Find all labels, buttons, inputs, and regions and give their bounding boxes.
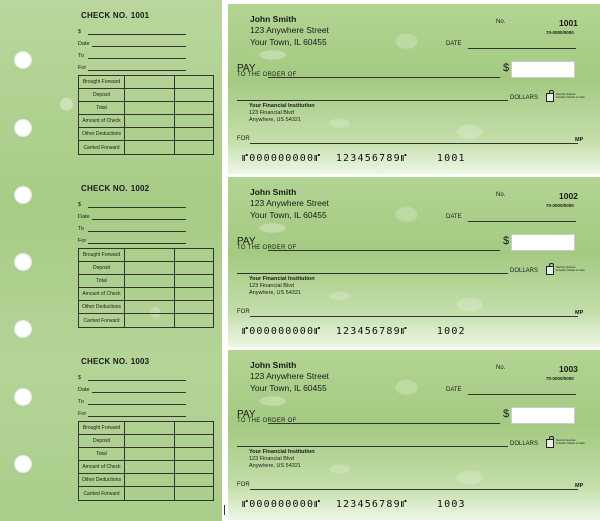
dollars-label: DOLLARS (510, 95, 539, 101)
stub-field-label: Date (78, 214, 90, 220)
dollar-sign: $ (503, 235, 510, 247)
row-cell[interactable] (175, 461, 213, 473)
stub-field-label: To (78, 226, 84, 232)
owner-street: 123 Anywhere Street (250, 198, 329, 208)
row-cell[interactable] (175, 487, 213, 500)
row-cell[interactable] (125, 288, 175, 300)
for-label: FOR (237, 136, 250, 142)
table-row (79, 288, 213, 301)
row-cell[interactable] (125, 314, 175, 327)
row-label: Brought Forward (79, 422, 125, 434)
stub-to-field[interactable] (78, 48, 214, 60)
stub-field-rule (88, 243, 186, 244)
stub-for-field[interactable] (78, 60, 214, 72)
date-label: DATE (446, 214, 462, 220)
check (228, 350, 600, 520)
row-cell[interactable] (175, 422, 213, 434)
owner-city: Your Town, IL 60455 (250, 37, 327, 47)
bank-street: 123 Financial Blvd (249, 283, 294, 289)
row-cell[interactable] (175, 115, 213, 127)
row-label: Carried Forward (79, 141, 125, 154)
check-number: 1001 (559, 18, 578, 28)
table-row (79, 141, 213, 154)
binder-hole (14, 186, 32, 204)
row-label: Other Deductions (79, 128, 125, 140)
stub-column (0, 0, 222, 521)
bank-name: Your Financial Institution (249, 449, 315, 455)
signature-field[interactable] (418, 489, 578, 490)
row-label: Deposit (79, 435, 125, 447)
stub-register-table (78, 75, 214, 155)
pay-label: PAY (237, 409, 256, 420)
row-cell[interactable] (125, 141, 175, 154)
row-cell[interactable] (125, 262, 175, 274)
pay-label: PAY (237, 63, 256, 74)
row-cell[interactable] (125, 76, 175, 88)
stub-check-label: CHECK NO. (81, 11, 128, 20)
row-cell[interactable] (175, 141, 213, 154)
check-stub (78, 357, 214, 497)
stub-field-label: $ (78, 29, 82, 35)
owner-name: John Smith (250, 187, 297, 197)
micr-line: ⑈000000000⑈ 123456789⑈ 1003 (242, 499, 466, 510)
stub-field-rule (88, 416, 186, 417)
row-label: Brought Forward (79, 249, 125, 261)
owner-street: 123 Anywhere Street (250, 371, 329, 381)
routing-fraction: 70-0000/0000 (546, 376, 574, 381)
table-row (79, 275, 213, 288)
row-label: Amount of Check (79, 288, 125, 300)
mp-label: MP (575, 310, 584, 316)
written-amount-field[interactable] (237, 446, 508, 447)
for-label: FOR (237, 309, 250, 315)
bank-street: 123 Financial Blvd (249, 110, 294, 116)
row-cell[interactable] (175, 314, 213, 327)
stub-field-rule (88, 207, 186, 208)
check-no-label: No. (496, 365, 506, 371)
stub-field-rule (88, 380, 186, 381)
stub-field-label: For (78, 65, 87, 71)
stub-for-field[interactable] (78, 406, 214, 418)
stub-amount-field[interactable] (78, 24, 214, 36)
check-number: 1002 (559, 191, 578, 201)
stub-to-field[interactable] (78, 394, 214, 406)
security-text: Security features included. Details on back. (556, 439, 586, 445)
for-label: FOR (237, 482, 250, 488)
row-cell[interactable] (125, 89, 175, 101)
micr-line: ⑈000000000⑈ 123456789⑈ 1002 (242, 326, 466, 337)
stub-date-field[interactable] (78, 36, 214, 48)
signature-field[interactable] (418, 316, 578, 317)
padlock-icon (546, 93, 554, 102)
row-cell[interactable] (175, 128, 213, 140)
row-cell[interactable] (125, 301, 175, 313)
stub-amount-field[interactable] (78, 370, 214, 382)
row-cell[interactable] (125, 435, 175, 447)
row-cell[interactable] (175, 448, 213, 460)
row-label: Total (79, 102, 125, 114)
table-row (79, 102, 213, 115)
row-label: Carried Forward (79, 314, 125, 327)
stub-field-rule (88, 404, 186, 405)
padlock-icon (546, 439, 554, 448)
stub-field-rule (88, 58, 186, 59)
written-amount-field[interactable] (237, 273, 508, 274)
amount-box[interactable] (511, 407, 575, 424)
stub-field-label: Date (78, 41, 90, 47)
date-label: DATE (446, 387, 462, 393)
row-cell[interactable] (125, 275, 175, 287)
stub-register-table (78, 421, 214, 501)
bank-city: Anywhere, US 54321 (249, 290, 301, 296)
stub-field-rule (88, 231, 186, 232)
stub-field-rule (92, 46, 186, 47)
row-cell[interactable] (175, 102, 213, 114)
stub-field-rule (92, 392, 186, 393)
to-order-label: TO THE ORDER OF (237, 245, 297, 251)
stub-field-label: For (78, 411, 87, 417)
row-cell[interactable] (125, 128, 175, 140)
binder-hole (14, 388, 32, 406)
row-label: Total (79, 275, 125, 287)
bank-street: 123 Financial Blvd (249, 456, 294, 462)
binder-hole (14, 455, 32, 473)
binder-hole (14, 320, 32, 338)
row-cell[interactable] (175, 249, 213, 261)
row-cell[interactable] (175, 76, 213, 88)
row-cell[interactable] (175, 435, 213, 447)
table-row (79, 301, 213, 314)
row-label: Carried Forward (79, 487, 125, 500)
stub-check-number: 1001 (130, 11, 150, 20)
stub-check-label: CHECK NO. (81, 184, 128, 193)
row-cell[interactable] (175, 301, 213, 313)
row-cell[interactable] (125, 474, 175, 486)
stub-title (78, 11, 214, 20)
row-label: Amount of Check (79, 115, 125, 127)
stub-title (78, 184, 214, 193)
written-amount-field[interactable] (237, 100, 508, 101)
dollar-sign: $ (503, 408, 510, 420)
row-label: Amount of Check (79, 461, 125, 473)
stub-for-field[interactable] (78, 233, 214, 245)
stub-amount-field[interactable] (78, 197, 214, 209)
table-row (79, 115, 213, 128)
bank-name: Your Financial Institution (249, 276, 315, 282)
owner-street: 123 Anywhere Street (250, 25, 329, 35)
check-no-label: No. (496, 19, 506, 25)
row-cell[interactable] (175, 474, 213, 486)
date-field[interactable] (468, 394, 576, 395)
bank-city: Anywhere, US 54321 (249, 117, 301, 123)
row-label: Deposit (79, 89, 125, 101)
mp-label: MP (575, 483, 584, 489)
table-row (79, 76, 213, 89)
binder-hole (14, 119, 32, 137)
check-stub (78, 11, 214, 151)
row-label: Brought Forward (79, 76, 125, 88)
table-row (79, 128, 213, 141)
pay-label: PAY (237, 236, 256, 247)
row-label: Total (79, 448, 125, 460)
row-label: Other Deductions (79, 301, 125, 313)
to-order-label: TO THE ORDER OF (237, 418, 297, 424)
stub-register-table (78, 248, 214, 328)
owner-city: Your Town, IL 60455 (250, 383, 327, 393)
divider-tick (224, 505, 225, 515)
stub-field-label: Date (78, 387, 90, 393)
stub-field-rule (92, 219, 186, 220)
row-label: Other Deductions (79, 474, 125, 486)
signature-field[interactable] (418, 143, 578, 144)
amount-box[interactable] (511, 61, 575, 78)
stub-check-number: 1002 (130, 184, 150, 193)
stub-date-field[interactable] (78, 382, 214, 394)
bank-name: Your Financial Institution (249, 103, 315, 109)
to-order-label: TO THE ORDER OF (237, 72, 297, 78)
row-cell[interactable] (175, 89, 213, 101)
table-row (79, 262, 213, 275)
row-label: Deposit (79, 262, 125, 274)
dollars-label: DOLLARS (510, 268, 539, 274)
table-row (79, 448, 213, 461)
dollar-sign: $ (503, 62, 510, 74)
stub-check-number: 1003 (130, 357, 150, 366)
stub-field-label: To (78, 53, 84, 59)
amount-box[interactable] (511, 234, 575, 251)
owner-name: John Smith (250, 360, 297, 370)
row-cell[interactable] (125, 487, 175, 500)
stub-field-label: To (78, 399, 84, 405)
check (228, 177, 600, 347)
stub-title (78, 357, 214, 366)
stub-date-field[interactable] (78, 209, 214, 221)
memo-field[interactable] (250, 489, 420, 490)
stub-field-label: $ (78, 202, 82, 208)
payee-field[interactable] (268, 250, 500, 251)
dollars-label: DOLLARS (510, 441, 539, 447)
row-cell[interactable] (125, 102, 175, 114)
micr-line: ⑈000000000⑈ 123456789⑈ 1001 (242, 153, 466, 164)
date-field[interactable] (468, 48, 576, 49)
table-row (79, 314, 213, 327)
date-field[interactable] (468, 221, 576, 222)
stub-to-field[interactable] (78, 221, 214, 233)
check-no-label: No. (496, 192, 506, 198)
stub-field-rule (88, 70, 186, 71)
table-row (79, 474, 213, 487)
check (228, 4, 600, 174)
row-cell[interactable] (125, 249, 175, 261)
memo-field[interactable] (250, 316, 420, 317)
owner-city: Your Town, IL 60455 (250, 210, 327, 220)
table-row (79, 249, 213, 262)
binder-hole (14, 51, 32, 69)
row-cell[interactable] (125, 115, 175, 127)
stub-field-label: $ (78, 375, 82, 381)
table-row (79, 89, 213, 102)
row-cell[interactable] (125, 422, 175, 434)
binder-hole (14, 253, 32, 271)
table-row (79, 422, 213, 435)
mp-label: MP (575, 137, 584, 143)
row-cell[interactable] (175, 262, 213, 274)
table-row (79, 435, 213, 448)
payee-field[interactable] (268, 77, 500, 78)
bank-city: Anywhere, US 54321 (249, 463, 301, 469)
routing-fraction: 70-0000/0000 (546, 30, 574, 35)
table-row (79, 461, 213, 474)
stub-field-rule (88, 34, 186, 35)
check-number: 1003 (559, 364, 578, 374)
date-label: DATE (446, 41, 462, 47)
row-cell[interactable] (125, 448, 175, 460)
stub-check-label: CHECK NO. (81, 357, 128, 366)
memo-field[interactable] (250, 143, 420, 144)
row-cell[interactable] (175, 275, 213, 287)
padlock-icon (546, 266, 554, 275)
row-cell[interactable] (125, 461, 175, 473)
row-cell[interactable] (175, 288, 213, 300)
security-text: Security features included. Details on back. (556, 266, 586, 272)
owner-name: John Smith (250, 14, 297, 24)
check-stub (78, 184, 214, 324)
table-row (79, 487, 213, 500)
stub-field-label: For (78, 238, 87, 244)
routing-fraction: 70-0000/0000 (546, 203, 574, 208)
security-text: Security features included. Details on back. (556, 93, 586, 99)
payee-field[interactable] (268, 423, 500, 424)
